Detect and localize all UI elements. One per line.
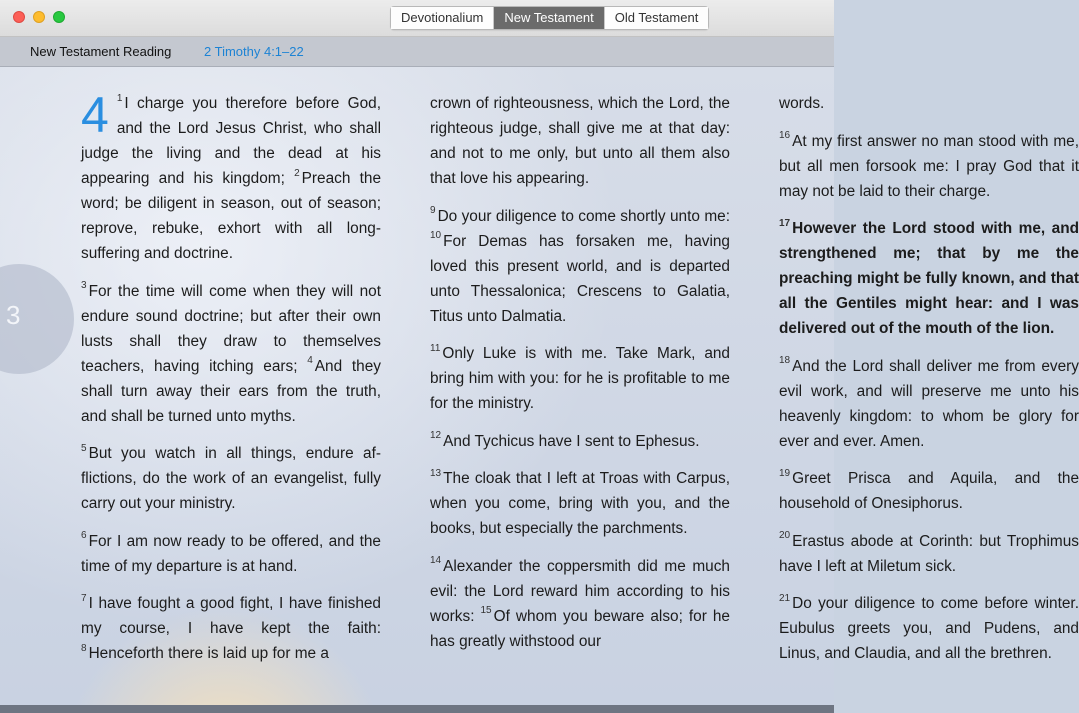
verse-paragraph [430, 204, 730, 329]
verse-number: 8 [81, 642, 87, 654]
verse-number: 5 [81, 442, 87, 454]
verse-number: 10 [430, 230, 442, 242]
verse-text: words. [779, 95, 825, 112]
verse-paragraph [430, 91, 730, 191]
verse-text: Do your diligence to come before winter. Eubulus greets you, and Pudens, and Linus, and Claudia, and all the brethren. [779, 595, 1079, 662]
verse-number: 12 [430, 430, 442, 442]
verse-number: 19 [779, 467, 791, 479]
reading-title: New Testament Reading [30, 44, 172, 59]
verse-number: 1 [116, 92, 123, 104]
verse-number: 7 [81, 592, 87, 604]
verse-paragraph [779, 466, 1079, 516]
verse-text: However the Lord stood with me, and strengthened me; that by me the preaching might be fully known, and that all the Gentiles might hear: and I was delivered out of the mouth of the lion. [779, 220, 1079, 337]
reading-pane[interactable] [0, 67, 1079, 705]
verse-text: And they shall turn away their ears from the truth, and shall be turned unto myths. [81, 357, 381, 425]
verse-paragraph [430, 466, 730, 541]
verse-number: 16 [779, 130, 791, 142]
reading-header [0, 37, 834, 67]
verse-number: 6 [81, 530, 87, 542]
verse-paragraph [430, 554, 730, 654]
verse-number: 17 [779, 217, 791, 229]
verse-text: Do your diligence to come shortly unto me: [437, 207, 730, 225]
verse-number: 20 [779, 530, 791, 542]
close-window-button[interactable] [13, 11, 25, 23]
verse-text: I have fought a good fight, I have finished my course, I have kept the faith: [81, 595, 381, 637]
verse-number: 3 [81, 280, 87, 292]
verse-paragraph [430, 429, 730, 454]
verse-number: 11 [430, 342, 441, 354]
verse-text: At my first answer no man stood with me, but all men forsook me: I pray God that it may not be laid to their charge. [779, 132, 1079, 200]
verse-text: Henceforth there is laid up for me a [88, 645, 329, 662]
previous-chapter-button[interactable] [0, 264, 74, 374]
zoom-window-button[interactable] [53, 11, 65, 23]
tab-devotionalium[interactable]: Devotionalium [391, 7, 494, 29]
verse-paragraph [81, 529, 381, 579]
verse-text: For I am now ready to be offered, and the time of my departure is at hand. [81, 532, 381, 575]
verse-text: And Tychicus have I sent to Ephesus. [443, 432, 700, 450]
verse-text: Only Luke is with me. Take Mark, and bring him with you: for he is profitable to me for the ministry. [430, 345, 730, 412]
title-bar [0, 0, 834, 37]
verse-number: 14 [430, 555, 442, 567]
verse-text: I charge you therefore before God, and the Lord Jesus Christ, who shall judge the living and the dead at his appearing and his kingdom; [81, 95, 381, 187]
verse-paragraph [81, 87, 382, 266]
chapter-number: 4 [81, 87, 109, 143]
verse-text: crown of righteousness, which the Lord, the righteous judge, shall give me at that day: and not to me only, but unto all them also that love his appearing. [430, 95, 730, 187]
verse-text: The cloak that I left at Troas with Carpus, when you come, bring with you, and the books, but especially the parchments. [430, 470, 730, 537]
tab-new-testament[interactable]: New Testament [494, 7, 604, 29]
verse-paragraph [779, 591, 1079, 666]
text-column-3 [779, 91, 1079, 679]
previous-chapter-number: 3 [6, 300, 21, 330]
verse-paragraph [779, 529, 1079, 579]
verse-paragraph [430, 341, 730, 416]
verse-text: Greet Prisca and Aquila, and the household of Onesiphorus. [779, 470, 1079, 512]
verse-number: 9 [430, 205, 436, 217]
verse-paragraph [81, 591, 381, 666]
verse-text: Of whom you beware also; for he has greatly withstood our [430, 607, 730, 650]
text-column-2 [430, 91, 730, 666]
verse-number: 18 [779, 355, 791, 367]
verse-text: Erastus abode at Corinth: but Trophimus have I left at Miletum sick. [779, 532, 1079, 575]
verse-number: 13 [430, 467, 442, 479]
passage-reference-link[interactable]: 2 Timothy 4:1–22 [204, 44, 304, 59]
tab-old-testament[interactable]: Old Testament [605, 7, 709, 29]
verse-text: For the time will come when they will not endure sound doctrine; but after their own lusts shall they draw to themselves teachers, having itching ears; [81, 282, 381, 375]
verse-paragraph [81, 279, 381, 429]
text-column-1 [81, 87, 382, 679]
verse-text: For Demas has forsaken me, having loved this present world, and is departed unto Thessalonica; Crescens to Galatia, Titus unto Dalmatia. [430, 232, 730, 325]
verse-paragraph [779, 216, 1079, 341]
verse-paragraph [779, 91, 1079, 116]
verse-number: 15 [480, 605, 492, 617]
bottom-scroll-bar[interactable] [0, 705, 834, 713]
verse-text: Preach the word; be diligent in season, out of season; reprove, rebuke, exhort with all longsuffering and doctrine. [81, 170, 382, 262]
verse-paragraph [779, 129, 1079, 204]
verse-paragraph [779, 354, 1079, 454]
verse-text: And the Lord shall deliver me from every evil work, and will preserve me unto his heavenly kingdom: to whom be glory for ever and ever. Amen. [779, 357, 1079, 450]
verse-text: Alexander the coppersmith did me much evil: the Lord reward him according to his works: [430, 557, 730, 625]
verse-number: 2 [294, 167, 300, 179]
verse-text: But you watch in all things, endure afflictions, do the work of an evangelist, fully carry out your ministry. [81, 445, 381, 512]
verse-number: 4 [307, 355, 313, 367]
verse-number: 21 [779, 592, 791, 604]
reading-mode-selector [390, 6, 709, 30]
minimize-window-button[interactable] [33, 11, 45, 23]
verse-paragraph [81, 441, 381, 516]
